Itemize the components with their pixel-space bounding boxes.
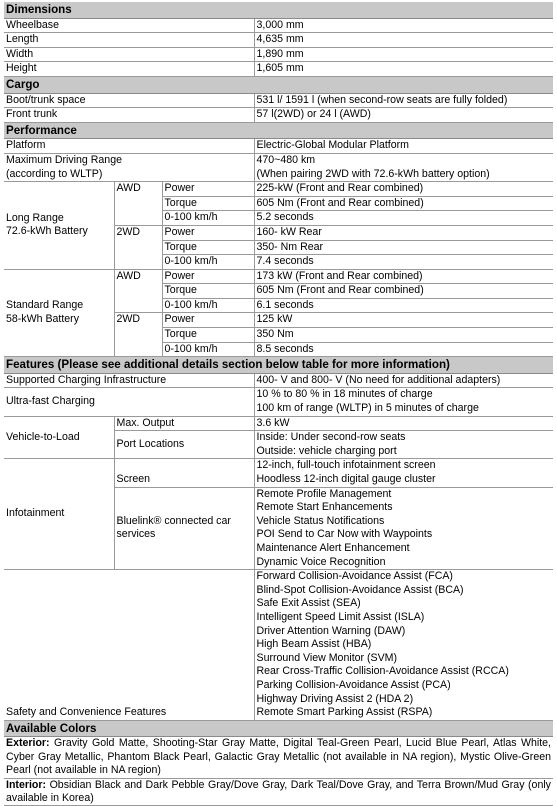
section-title: Dimensions (4, 2, 553, 18)
table-row (4, 47, 553, 62)
charge-time: 10 % to 80 % in 18 minutes of charge (257, 388, 553, 402)
metric-value: 350- Nm Rear (254, 240, 553, 255)
section-header-features (4, 357, 553, 374)
spec-value: 4,635 mm (254, 33, 553, 48)
battery-name: Long Range (6, 212, 113, 226)
list-item: Vehicle Status Notifications (257, 515, 553, 529)
section-header-cargo (4, 76, 553, 93)
battery-label (4, 269, 114, 357)
exterior-colors (4, 737, 553, 778)
list-item: High Beam Assist (HBA) (257, 638, 553, 652)
spec-label: Platform (4, 139, 254, 154)
range-value-note: (When pairing 2WD with 72.6-kWh battery option) (257, 168, 553, 182)
list-item: Parking Collision-Avoidance Assist (PCA) (257, 679, 553, 693)
range-value: 470~480 km (257, 154, 553, 168)
list-item: Dynamic Voice Recognition (257, 556, 553, 570)
list-item: Driver Attention Warning (DAW) (257, 625, 553, 639)
spec-label: Wheelbase (4, 18, 254, 33)
metric-value: 7.4 seconds (254, 255, 553, 270)
section-title: Cargo (4, 76, 553, 93)
table-row (4, 139, 553, 154)
battery-label (4, 182, 114, 270)
feature-value (254, 570, 553, 721)
gauge-cluster: Hoodless 12-inch digital gauge cluster (257, 473, 553, 487)
metric-value: 160- kW Rear (254, 225, 553, 240)
spec-label: Length (4, 33, 254, 48)
metric-label: Torque (162, 240, 254, 255)
table-row (4, 269, 553, 284)
range-label: Maximum Driving Range (6, 154, 253, 168)
section-title: Available Colors (4, 720, 553, 737)
spec-label: Ultra-fast Charging (4, 388, 254, 416)
table-row (4, 373, 553, 388)
drive-type: 2WD (114, 225, 162, 269)
battery-capacity: 72.6-kWh Battery (6, 225, 113, 239)
metric-value: 350 Nm (254, 328, 553, 343)
metric-label: 0-100 km/h (162, 255, 254, 270)
list-item: POI Send to Car Now with Waypoints (257, 528, 553, 542)
section-title: Features (Please see additional details section below table for more information) (4, 357, 553, 374)
feature-label: Max. Output (114, 416, 254, 431)
drive-type: AWD (114, 182, 162, 226)
metric-value: 125 kW (254, 313, 553, 328)
feature-value: 3.6 kW (254, 416, 553, 431)
metric-value: 6.1 seconds (254, 298, 553, 313)
table-row (4, 153, 553, 181)
metric-value: 605 Nm (Front and Rear combined) (254, 284, 553, 299)
exterior-list: Gravity Gold Matte, Shooting-Star Gray Matte, Digital Teal-Green Pearl, Lucid Blue Pearl, Atlas White, Cyber Gray Metallic, Phantom Black Pearl, Galactic Gray Metallic (not available in NA region), Mystic Olive-Green Pearl (not available in NA region) (6, 737, 551, 776)
list-item: Remote Start Enhancements (257, 501, 553, 515)
spec-label (4, 153, 254, 181)
feature-value (254, 431, 553, 459)
metric-label: Torque (162, 328, 254, 343)
feature-label (114, 487, 254, 570)
spec-value (254, 153, 553, 181)
spec-sheet (4, 2, 553, 806)
battery-capacity: 58-kWh Battery (6, 313, 113, 327)
spec-value: 400- V and 800- V (No need for additional adapters) (254, 373, 553, 388)
feature-label: Screen (114, 459, 254, 487)
section-header-performance (4, 122, 553, 139)
feature-group-label: Safety and Convenience Features (4, 570, 254, 721)
list-item: Forward Collision-Avoidance Assist (FCA) (257, 570, 553, 584)
table-row (4, 33, 553, 48)
list-item: Intelligent Speed Limit Assist (ISLA) (257, 611, 553, 625)
table-row (4, 570, 553, 721)
metric-label: 0-100 km/h (162, 298, 254, 313)
feature-group-label: Vehicle-to-Load (4, 416, 114, 459)
table-row (4, 416, 553, 431)
table-row (4, 62, 553, 77)
port-outside: Outside: vehicle charging port (257, 445, 553, 459)
metric-label: Power (162, 313, 254, 328)
spec-value: 1,890 mm (254, 47, 553, 62)
metric-label: Torque (162, 284, 254, 299)
spec-table (4, 2, 553, 737)
table-row (4, 108, 553, 123)
list-item: Remote Profile Management (257, 488, 553, 502)
section-title: Performance (4, 122, 553, 139)
table-row (4, 93, 553, 108)
spec-label: Height (4, 62, 254, 77)
spec-value (254, 388, 553, 416)
metric-label: Power (162, 269, 254, 284)
feature-label: Port Locations (114, 431, 254, 459)
feature-value (254, 459, 553, 487)
metric-label: Power (162, 225, 254, 240)
interior-colors (4, 779, 553, 806)
metric-value: 605 Nm (Front and Rear combined) (254, 196, 553, 211)
battery-name: Standard Range (6, 299, 113, 313)
section-header-colors (4, 720, 553, 737)
spec-value: 3,000 mm (254, 18, 553, 33)
metric-label: Torque (162, 196, 254, 211)
spec-value: 531 l/ 1591 l (when second-row seats are fully folded) (254, 93, 553, 108)
table-row (4, 18, 553, 33)
spec-value: 57 l(2WD) or 24 l (AWD) (254, 108, 553, 123)
metric-label: 0-100 km/h (162, 211, 254, 226)
table-row (4, 388, 553, 416)
bluelink-label: Bluelink® connected car (117, 515, 253, 529)
list-item: Safe Exit Assist (SEA) (257, 597, 553, 611)
list-item: Remote Smart Parking Assist (RSPA) (257, 706, 553, 720)
interior-label: Interior: (6, 779, 46, 791)
feature-value (254, 487, 553, 570)
charge-range: 100 km of range (WLTP) in 5 minutes of charge (257, 402, 553, 416)
table-row (4, 182, 553, 197)
metric-value: 8.5 seconds (254, 342, 553, 357)
spec-value: Electric-Global Modular Platform (254, 139, 553, 154)
spec-label: Front trunk (4, 108, 254, 123)
list-item: Rear Cross-Traffic Collision-Avoidance Assist (RCCA) (257, 665, 553, 679)
port-inside: Inside: Under second-row seats (257, 431, 553, 445)
section-header-dimensions (4, 2, 553, 18)
list-item: Maintenance Alert Enhancement (257, 542, 553, 556)
table-row (4, 459, 553, 487)
metric-value: 225-kW (Front and Rear combined) (254, 182, 553, 197)
metric-label: 0-100 km/h (162, 342, 254, 357)
metric-value: 173 kW (Front and Rear combined) (254, 269, 553, 284)
metric-label: Power (162, 182, 254, 197)
spec-label: Width (4, 47, 254, 62)
metric-value: 5.2 seconds (254, 211, 553, 226)
infotainment-screen: 12-inch, full-touch infotainment screen (257, 459, 553, 473)
interior-list: Obsidian Black and Dark Pebble Gray/Dove Gray, Dark Teal/Dove Gray, and Terra Brown/Mud Gray (only available in Korea) (6, 779, 551, 804)
feature-group-label: Infotainment (4, 459, 114, 570)
list-item: Blind-Spot Collision-Avoidance Assist (BCA) (257, 584, 553, 598)
range-label-note: (according to WLTP) (6, 168, 253, 182)
exterior-label: Exterior: (6, 737, 50, 749)
list-item: Surround View Monitor (SVM) (257, 652, 553, 666)
spec-label: Boot/trunk space (4, 93, 254, 108)
drive-type: AWD (114, 269, 162, 313)
bluelink-label-cont: services (117, 528, 253, 542)
drive-type: 2WD (114, 313, 162, 357)
spec-label: Supported Charging Infrastructure (4, 373, 254, 388)
spec-value: 1,605 mm (254, 62, 553, 77)
list-item: Highway Driving Assist 2 (HDA 2) (257, 693, 553, 707)
